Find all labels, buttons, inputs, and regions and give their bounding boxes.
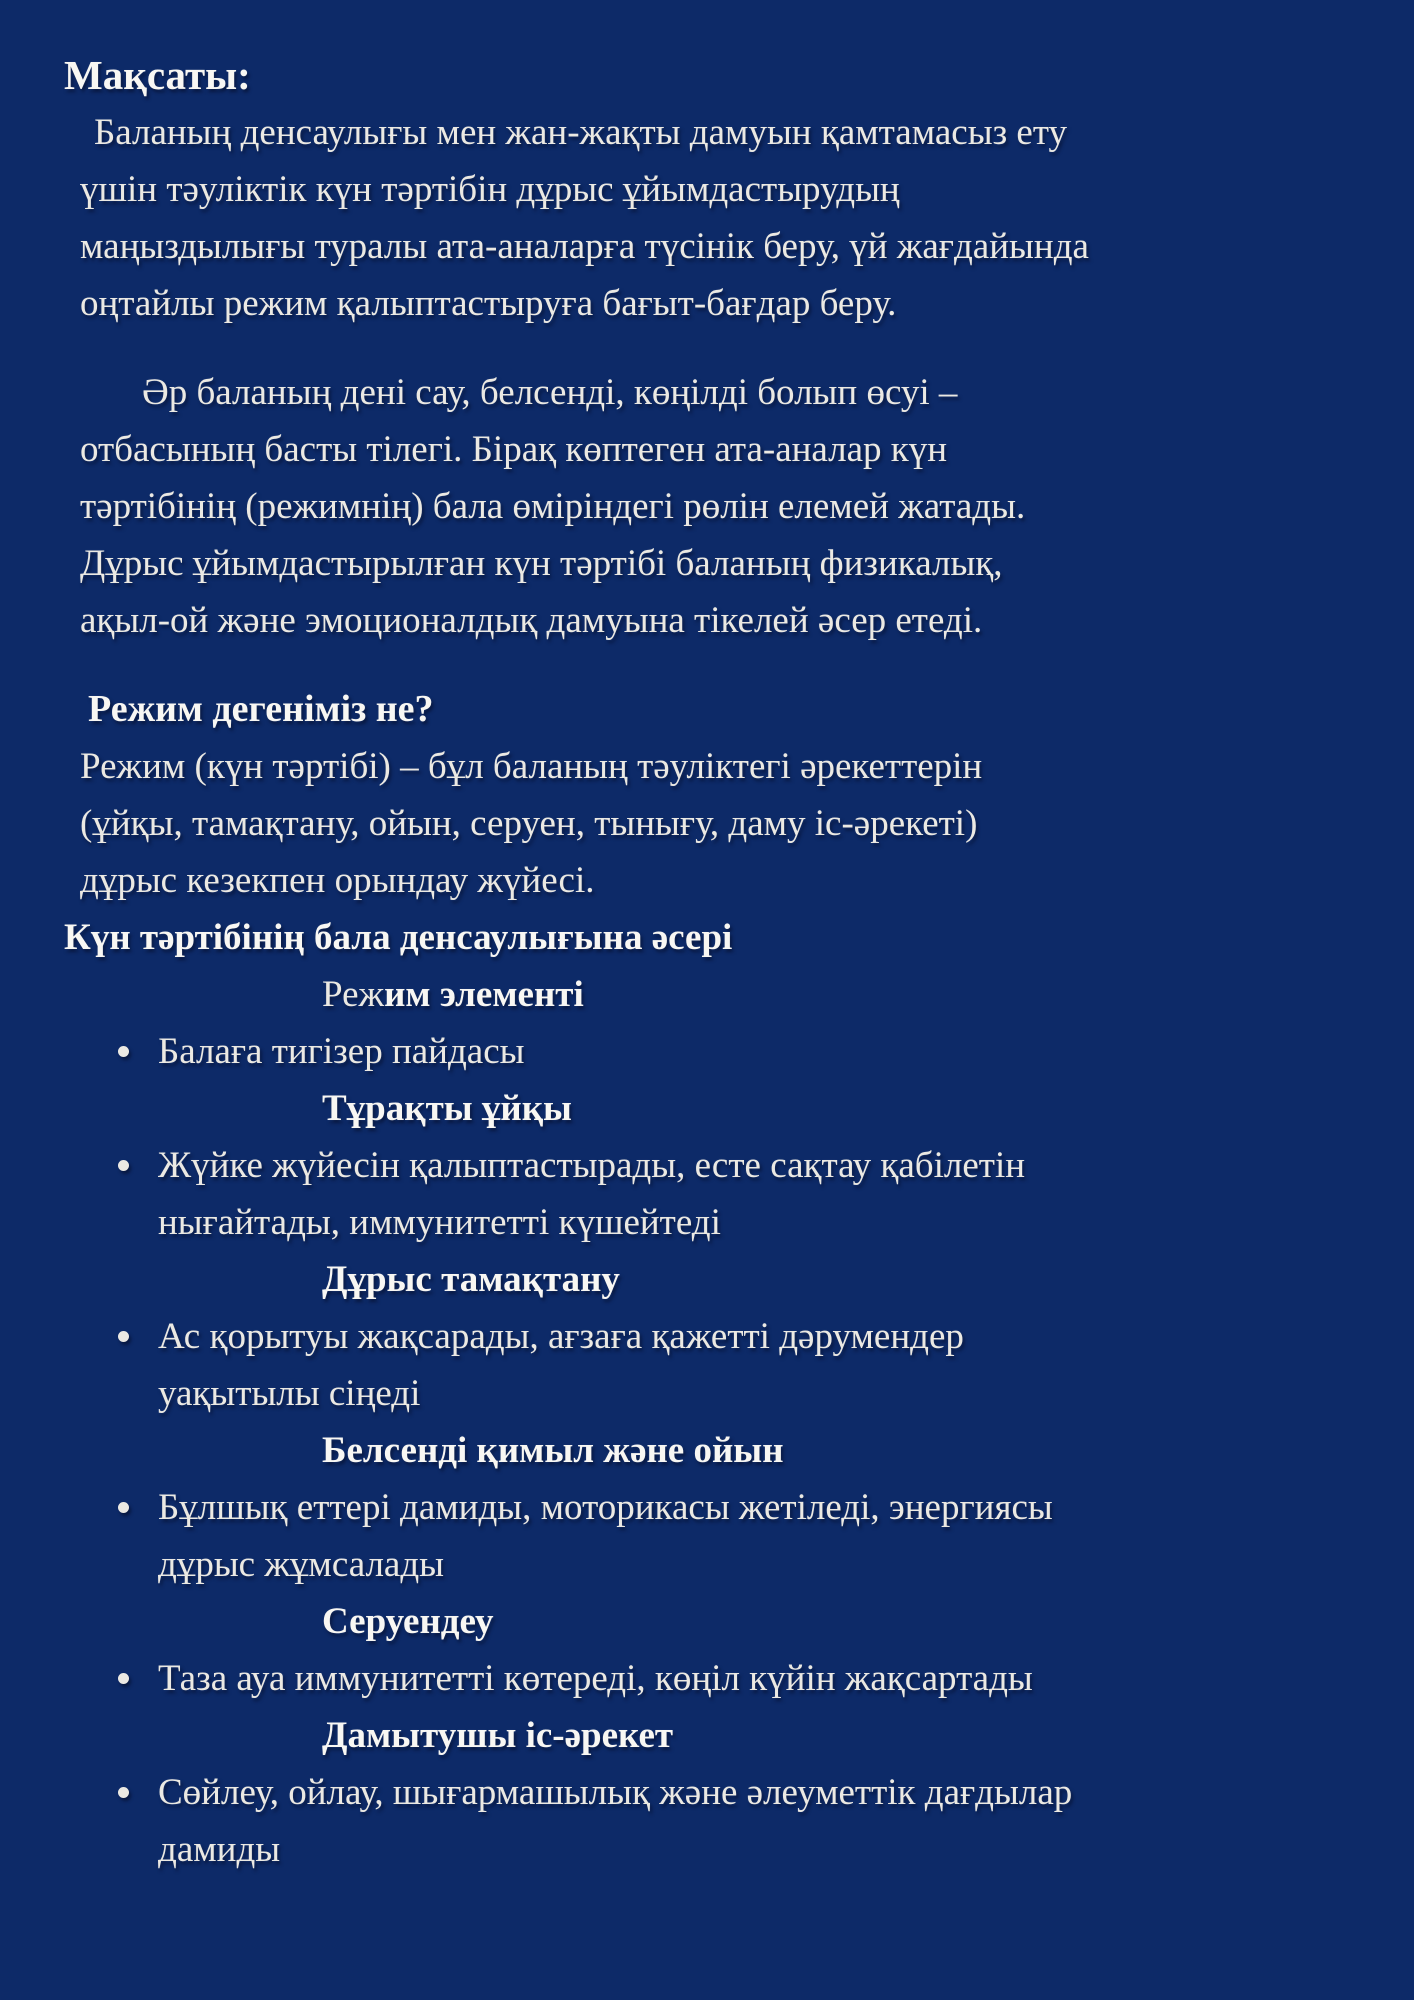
growth-paragraph-line: тәртібінің (режимнің) бала өміріндегі рөлін елемей жатады.: [80, 486, 1026, 527]
effects-heading: Күн тәртібінің бала денсаулығына әсері: [64, 917, 733, 958]
benefit-line: нығайтады, иммунитетті күшейтеді: [158, 1202, 721, 1243]
goal-paragraph-line: үшін тәуліктік күн тәртібін дұрыс ұйымдастырудың: [80, 169, 900, 210]
element-label-line: [64, 966, 1358, 1023]
benefit-lines: [158, 1479, 1358, 1593]
bullet-icon: [118, 1502, 129, 1513]
element-label-bold: им элементі: [384, 974, 584, 1015]
regime-heading: Режим дегеніміз не?: [88, 688, 434, 730]
routine-item-header: Дұрыс тамақтану: [322, 1259, 620, 1300]
benefit-line: Жүйке жүйесін қалыптастырады, есте сақтау қабілетін: [158, 1145, 1026, 1186]
benefit-lines: [158, 1764, 1358, 1878]
growth-paragraph: [64, 364, 1358, 649]
bullet-icon: [118, 1787, 129, 1798]
routine-item-benefit: [64, 1308, 1358, 1422]
bullet-icon: [118, 1331, 129, 1342]
benefit-line: Бұлшық еттері дамиды, моторикасы жетіледі, энергиясы: [158, 1487, 1053, 1528]
benefit-label-item: [64, 1023, 1358, 1080]
growth-paragraph-line: отбасының басты тілегі. Бірақ көптеген ата-аналар күн: [80, 429, 948, 470]
goal-paragraph-line: маңыздылығы туралы ата-аналарға түсінік беру, үй жағдайында: [80, 226, 1089, 267]
routine-item-benefit: [64, 1650, 1358, 1707]
routine-item-header: Тұрақты ұйқы: [322, 1088, 572, 1129]
routine-item-header: Дамытушы іс-әрекет: [322, 1715, 674, 1756]
goal-paragraph-line: оңтайлы режим қалыптастыруға бағыт-бағдар беру.: [80, 283, 897, 324]
goal-paragraph: [64, 104, 1358, 332]
bullet-icon: [118, 1673, 129, 1684]
bullet-icon: [118, 1160, 129, 1171]
benefit-lines: [158, 1650, 1358, 1707]
routine-item-benefit: [64, 1137, 1358, 1251]
routine-item-benefit: [64, 1479, 1358, 1593]
growth-paragraph-line: Әр баланың дені сау, белсенді, көңілді болып өсуі –: [142, 372, 958, 413]
benefit-line: дұрыс жұмсалады: [158, 1544, 445, 1585]
benefit-line: Сөйлеу, ойлау, шығармашылық және әлеуметтік дағдылар: [158, 1772, 1073, 1813]
benefit-lines: [158, 1137, 1358, 1251]
routine-item-benefit: [64, 1764, 1358, 1878]
bullet-icon: [118, 1046, 129, 1057]
routine-item-header: Серуендеу: [322, 1601, 494, 1642]
benefit-label-text: Балаға тигізер пайдасы: [158, 1031, 525, 1072]
regime-paragraph-line: Режим (күн тәртібі) – бұл баланың тәуліктегі әрекеттерін: [80, 746, 983, 787]
growth-paragraph-line: Дұрыс ұйымдастырылған күн тәртібі баланың физикалық,: [80, 543, 1003, 584]
routine-item-header: Белсенді қимыл және ойын: [322, 1430, 784, 1471]
goal-heading: Мақсаты:: [64, 52, 251, 98]
benefit-line: Таза ауа иммунитетті көтереді, көңіл күйін жақсартады: [158, 1658, 1033, 1699]
benefit-line: Ас қорытуы жақсарады, ағзаға қажетті дәрумендер: [158, 1316, 964, 1357]
benefit-lines: [158, 1308, 1358, 1422]
regime-paragraph-line: (ұйқы, тамақтану, ойын, серуен, тынығу, даму іс-әрекеті): [80, 803, 978, 844]
benefit-line: дамиды: [158, 1829, 281, 1870]
goal-paragraph-line: Баланың денсаулығы мен жан-жақты дамуын қамтамасыз ету: [94, 112, 1068, 153]
benefit-line: уақытылы сіңеді: [158, 1373, 421, 1414]
growth-paragraph-line: ақыл-ой және эмоционалдық дамуына тікелей әсер етеді.: [80, 600, 983, 641]
element-label-regular: Реж: [322, 974, 385, 1015]
regime-definition-paragraph: [64, 738, 1358, 909]
regime-paragraph-line: дұрыс кезекпен орындау жүйесі.: [80, 860, 595, 901]
